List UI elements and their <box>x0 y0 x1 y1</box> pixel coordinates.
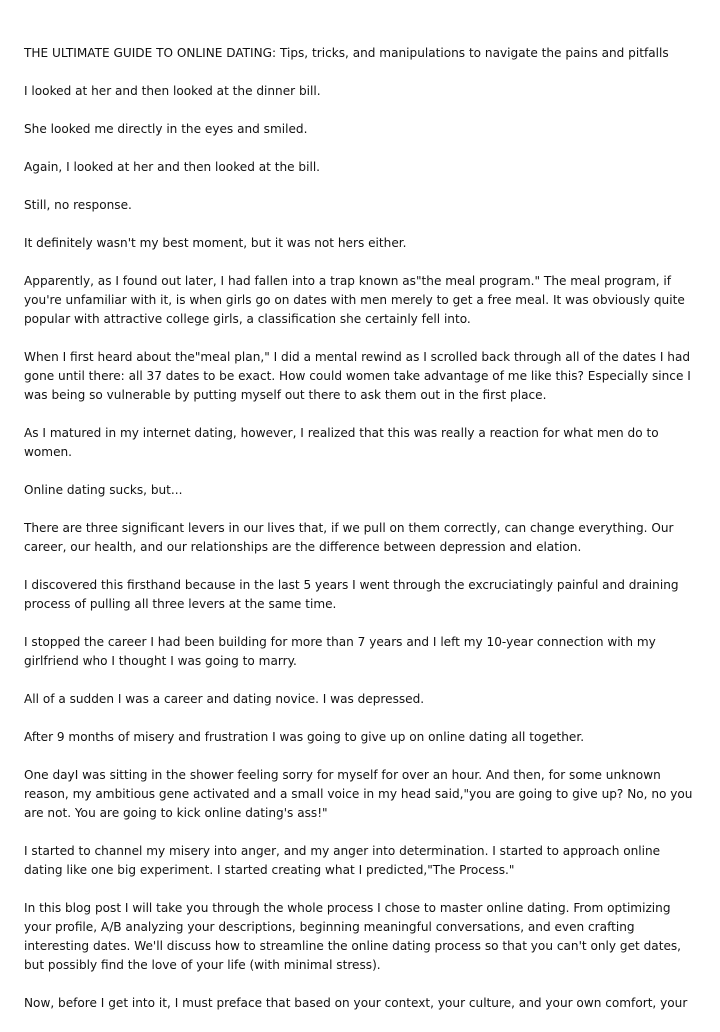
paragraph: Online dating sucks, but... <box>24 483 183 497</box>
paragraph: I discovered this firsthand because in the last 5 years I went through the excruciatingly painful and draining process of pulling all three levers at the same time. <box>24 578 679 611</box>
paragraph: Still, no response. <box>24 198 132 212</box>
paragraph: Now, before I get into it, I must preface that based on your context, your culture, and your own comfort, your <box>24 996 688 1010</box>
paragraph: All of a sudden I was a career and dating novice. I was depressed. <box>24 692 425 706</box>
paragraph: I stopped the career I had been building for more than 7 years and I left my 10-year connection with my girlfriend who I thought I was going to marry. <box>24 635 656 668</box>
paragraph: In this blog post I will take you through the whole process I chose to master online dating. From optimizing your profile, A/B analyzing your descriptions, beginning meaningful conversations, and even crafting interesting dates. We'll discuss how to streamline the online dating process so that you can't only get dates, but possibly find the love of your life (with minimal stress). <box>24 901 682 972</box>
paragraph: She looked me directly in the eyes and smiled. <box>24 122 308 136</box>
paragraph: I started to channel my misery into anger, and my anger into determination. I started to approach online dating like one big experiment. I started creating what I predicted,"The Process." <box>24 844 661 877</box>
paragraph: As I matured in my internet dating, however, I realized that this was really a reaction for what men do to women. <box>24 426 659 459</box>
paragraph: I looked at her and then looked at the dinner bill. <box>24 84 321 98</box>
document-title: THE ULTIMATE GUIDE TO ONLINE DATING: Tips, tricks, and manipulations to navigate the pains and pitfalls <box>24 46 669 60</box>
paragraph: Again, I looked at her and then looked at the bill. <box>24 160 321 174</box>
document-body <box>24 44 700 1032</box>
paragraph: One dayI was sitting in the shower feeling sorry for myself for over an hour. And then, for some unknown reason, my ambitious gene activated and a small voice in my head said,"you are going to give up? No, no you are not. You are going to kick online dating's ass!" <box>24 768 693 820</box>
paragraph: There are three significant levers in our lives that, if we pull on them correctly, can change everything. Our career, our health, and our relationships are the difference between depression and elation. <box>24 521 674 554</box>
paragraph: It definitely wasn't my best moment, but it was not hers either. <box>24 236 407 250</box>
paragraph: When I first heard about the"meal plan," I did a mental rewind as I scrolled back through all of the dates I had gone until there: all 37 dates to be exact. How could women take advantage of me like this? Especially since I was being so vulnerable by putting myself out there to ask them out in the first place. <box>24 350 691 402</box>
paragraph: Apparently, as I found out later, I had fallen into a trap known as"the meal program." The meal program, if you're unfamiliar with it, is when girls go on dates with men merely to get a free meal. It was obviously quite popular with attractive college girls, a classification she certainly fell into. <box>24 274 685 326</box>
paragraph: After 9 months of misery and frustration I was going to give up on online dating all together. <box>24 730 585 744</box>
